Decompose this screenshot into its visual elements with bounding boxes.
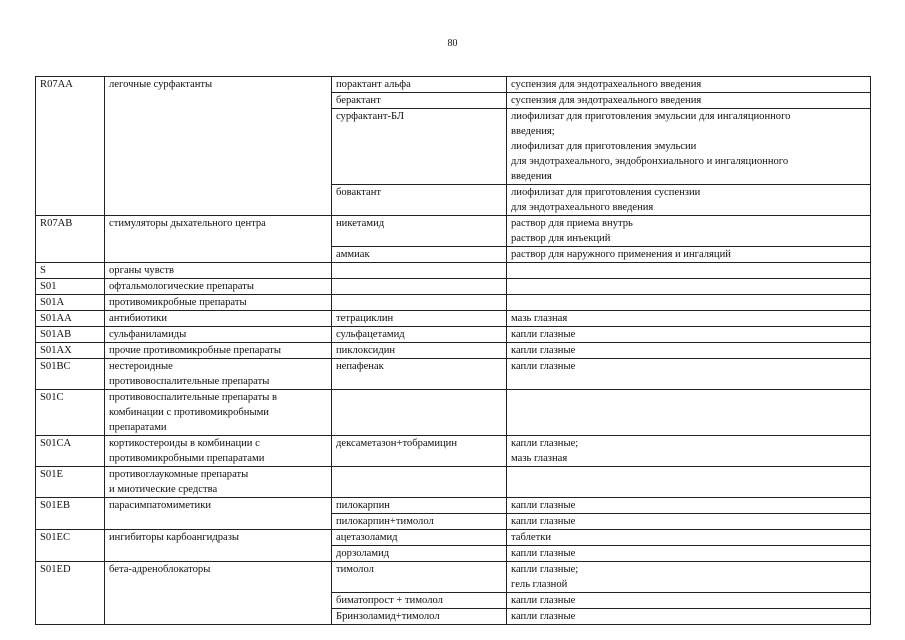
substance-cell [332, 593, 507, 609]
atc-code-cell [36, 216, 105, 263]
substance-cell [332, 185, 507, 216]
group-name: сульфаниламиды [109, 329, 187, 340]
atc-code-cell [36, 530, 105, 562]
group-cell [105, 327, 332, 343]
group-cell [105, 279, 332, 295]
dosage-form: капли глазные; [511, 438, 579, 449]
form-cell [507, 263, 871, 279]
form-cell [507, 530, 871, 546]
substance-name: тетрациклин [336, 313, 394, 324]
group-name: нестероидные [109, 361, 173, 372]
group-cell [105, 467, 332, 498]
form-cell [507, 279, 871, 295]
group-cell [105, 311, 332, 327]
group-cell [105, 263, 332, 279]
group-name: бета-адреноблокаторы [109, 564, 211, 575]
atc-code-cell [36, 311, 105, 327]
table-row [36, 77, 871, 93]
substance-name: сурфактант-БЛ [336, 111, 405, 122]
form-cell [507, 467, 871, 498]
dosage-form: для эндотрахеального, эндобронхиального и ингаляционного [511, 156, 789, 167]
substance-cell [332, 343, 507, 359]
substance-name: порактант альфа [336, 79, 411, 90]
form-cell [507, 343, 871, 359]
group-name: легочные сурфактанты [109, 79, 213, 90]
table-row [36, 562, 871, 593]
substance-cell [332, 295, 507, 311]
substance-cell [332, 311, 507, 327]
group-cell [105, 562, 332, 625]
substance-cell [332, 562, 507, 593]
form-cell [507, 436, 871, 467]
page-number: 80 [447, 38, 458, 49]
atc-code-cell [36, 77, 105, 216]
group-cell [105, 359, 332, 390]
form-cell [507, 93, 871, 109]
group-name: антибиотики [109, 313, 168, 324]
form-cell [507, 546, 871, 562]
atc-code: S01EB [40, 500, 71, 511]
dosage-form: капли глазные [511, 548, 576, 559]
group-name: противовоспалительные препараты [109, 376, 270, 387]
substance-cell [332, 546, 507, 562]
form-cell [507, 609, 871, 625]
atc-code: S01AA [40, 313, 72, 324]
substance-cell [332, 216, 507, 247]
form-cell [507, 359, 871, 390]
dosage-form: капли глазные [511, 595, 576, 606]
form-cell [507, 216, 871, 247]
substance-cell [332, 390, 507, 436]
substance-cell [332, 109, 507, 185]
dosage-form: введения [511, 171, 552, 182]
form-cell [507, 593, 871, 609]
dosage-form: раствор для инъекций [511, 233, 611, 244]
dosage-form: таблетки [511, 532, 552, 543]
atc-code: R07AB [40, 218, 73, 229]
substance-name: пиклоксидин [336, 345, 396, 356]
table-row [36, 327, 871, 343]
group-name: офтальмологические препараты [109, 281, 254, 292]
table-row [36, 390, 871, 436]
dosage-form: раствор для приема внутрь [511, 218, 633, 229]
group-name: противоглаукомные препараты [109, 469, 249, 480]
atc-code-cell [36, 436, 105, 467]
dosage-form: гель глазной [511, 579, 568, 590]
substance-name: непафенак [336, 361, 384, 372]
form-cell [507, 327, 871, 343]
table-row [36, 216, 871, 247]
group-cell [105, 530, 332, 562]
dosage-form: мазь глазная [511, 313, 568, 324]
substance-name: сульфацетамид [336, 329, 405, 340]
substance-cell [332, 263, 507, 279]
group-name: стимуляторы дыхательного центра [109, 218, 266, 229]
substance-cell [332, 436, 507, 467]
atc-code-cell [36, 359, 105, 390]
substance-cell [332, 93, 507, 109]
atc-code: S01BC [40, 361, 71, 372]
substance-cell [332, 498, 507, 514]
dosage-form: лиофилизат для приготовления суспензии [511, 187, 701, 198]
drug-classification-table [35, 76, 871, 625]
table-row [36, 498, 871, 514]
substance-name: дексаметазон+тобрамицин [336, 438, 457, 449]
group-name: противовоспалительные препараты в [109, 392, 278, 403]
group-cell [105, 390, 332, 436]
substance-cell [332, 530, 507, 546]
group-name: и миотические средства [109, 484, 218, 495]
substance-name: бовактант [336, 187, 382, 198]
atc-code: S01CA [40, 438, 72, 449]
atc-code: S01AX [40, 345, 72, 356]
substance-name: аммиак [336, 249, 370, 260]
substance-cell [332, 327, 507, 343]
table-row [36, 311, 871, 327]
substance-cell [332, 359, 507, 390]
dosage-form: раствор для наружного применения и ингаляций [511, 249, 731, 260]
dosage-form: лиофилизат для приготовления эмульсии [511, 141, 697, 152]
dosage-form: капли глазные [511, 611, 576, 622]
form-cell [507, 247, 871, 263]
substance-cell [332, 279, 507, 295]
group-cell [105, 436, 332, 467]
substance-cell [332, 609, 507, 625]
form-cell [507, 514, 871, 530]
atc-code-cell [36, 562, 105, 625]
dosage-form: суспензия для эндотрахеального введения [511, 79, 702, 90]
group-cell [105, 216, 332, 263]
dosage-form: капли глазные [511, 361, 576, 372]
substance-name: пилокарпин [336, 500, 390, 511]
substance-cell [332, 247, 507, 263]
form-cell [507, 311, 871, 327]
form-cell [507, 109, 871, 185]
form-cell [507, 390, 871, 436]
atc-code: S01E [40, 469, 63, 480]
group-name: ингибиторы карбоангидразы [109, 532, 240, 543]
group-name: комбинации с противомикробными [109, 407, 269, 418]
atc-code: S01ED [40, 564, 71, 575]
dosage-form: капли глазные [511, 516, 576, 527]
substance-name: пилокарпин+тимолол [336, 516, 434, 527]
dosage-form: введения; [511, 126, 555, 137]
substance-name: тимолол [336, 564, 374, 575]
atc-code: R07AA [40, 79, 73, 90]
group-cell [105, 77, 332, 216]
form-cell [507, 295, 871, 311]
substance-name: Бринзоламид+тимолол [336, 611, 440, 622]
group-cell [105, 498, 332, 530]
form-cell [507, 185, 871, 216]
dosage-form: капли глазные [511, 345, 576, 356]
table-row [36, 263, 871, 279]
atc-code: S01EC [40, 532, 71, 543]
atc-code: S [40, 265, 46, 276]
table-row [36, 279, 871, 295]
substance-name: никетамид [336, 218, 385, 229]
substance-name: биматопрост + тимолол [336, 595, 443, 606]
substance-name: ацетазоламид [336, 532, 398, 543]
substance-name: дорзоламид [336, 548, 390, 559]
atc-code-cell [36, 467, 105, 498]
group-cell [105, 295, 332, 311]
dosage-form: мазь глазная [511, 453, 568, 464]
atc-code: S01C [40, 392, 64, 403]
form-cell [507, 77, 871, 93]
dosage-form: капли глазные; [511, 564, 579, 575]
atc-code: S01 [40, 281, 57, 292]
group-name: прочие противомикробные препараты [109, 345, 281, 356]
substance-name: берактант [336, 95, 381, 106]
atc-code-cell [36, 279, 105, 295]
atc-code-cell [36, 498, 105, 530]
atc-code-cell [36, 343, 105, 359]
group-name: кортикостероиды в комбинации с [109, 438, 260, 449]
group-name: препаратами [109, 422, 167, 433]
group-cell [105, 343, 332, 359]
table-row [36, 295, 871, 311]
form-cell [507, 562, 871, 593]
group-name: органы чувств [109, 265, 174, 276]
table-row [36, 467, 871, 498]
atc-code-cell [36, 390, 105, 436]
table-row [36, 359, 871, 390]
dosage-form: для эндотрахеального введения [511, 202, 654, 213]
dosage-form: капли глазные [511, 329, 576, 340]
substance-cell [332, 514, 507, 530]
dosage-form: лиофилизат для приготовления эмульсии для ингаляционного [511, 111, 791, 122]
atc-code-cell [36, 263, 105, 279]
atc-code-cell [36, 327, 105, 343]
atc-code: S01AB [40, 329, 72, 340]
table-row [36, 530, 871, 546]
substance-cell [332, 77, 507, 93]
group-name: противомикробными препаратами [109, 453, 265, 464]
form-cell [507, 498, 871, 514]
atc-code-cell [36, 295, 105, 311]
table-row [36, 436, 871, 467]
substance-cell [332, 467, 507, 498]
atc-code: S01A [40, 297, 65, 308]
dosage-form: суспензия для эндотрахеального введения [511, 95, 702, 106]
group-name: противомикробные препараты [109, 297, 247, 308]
table-row [36, 343, 871, 359]
dosage-form: капли глазные [511, 500, 576, 511]
group-name: парасимпатомиметики [109, 500, 212, 511]
